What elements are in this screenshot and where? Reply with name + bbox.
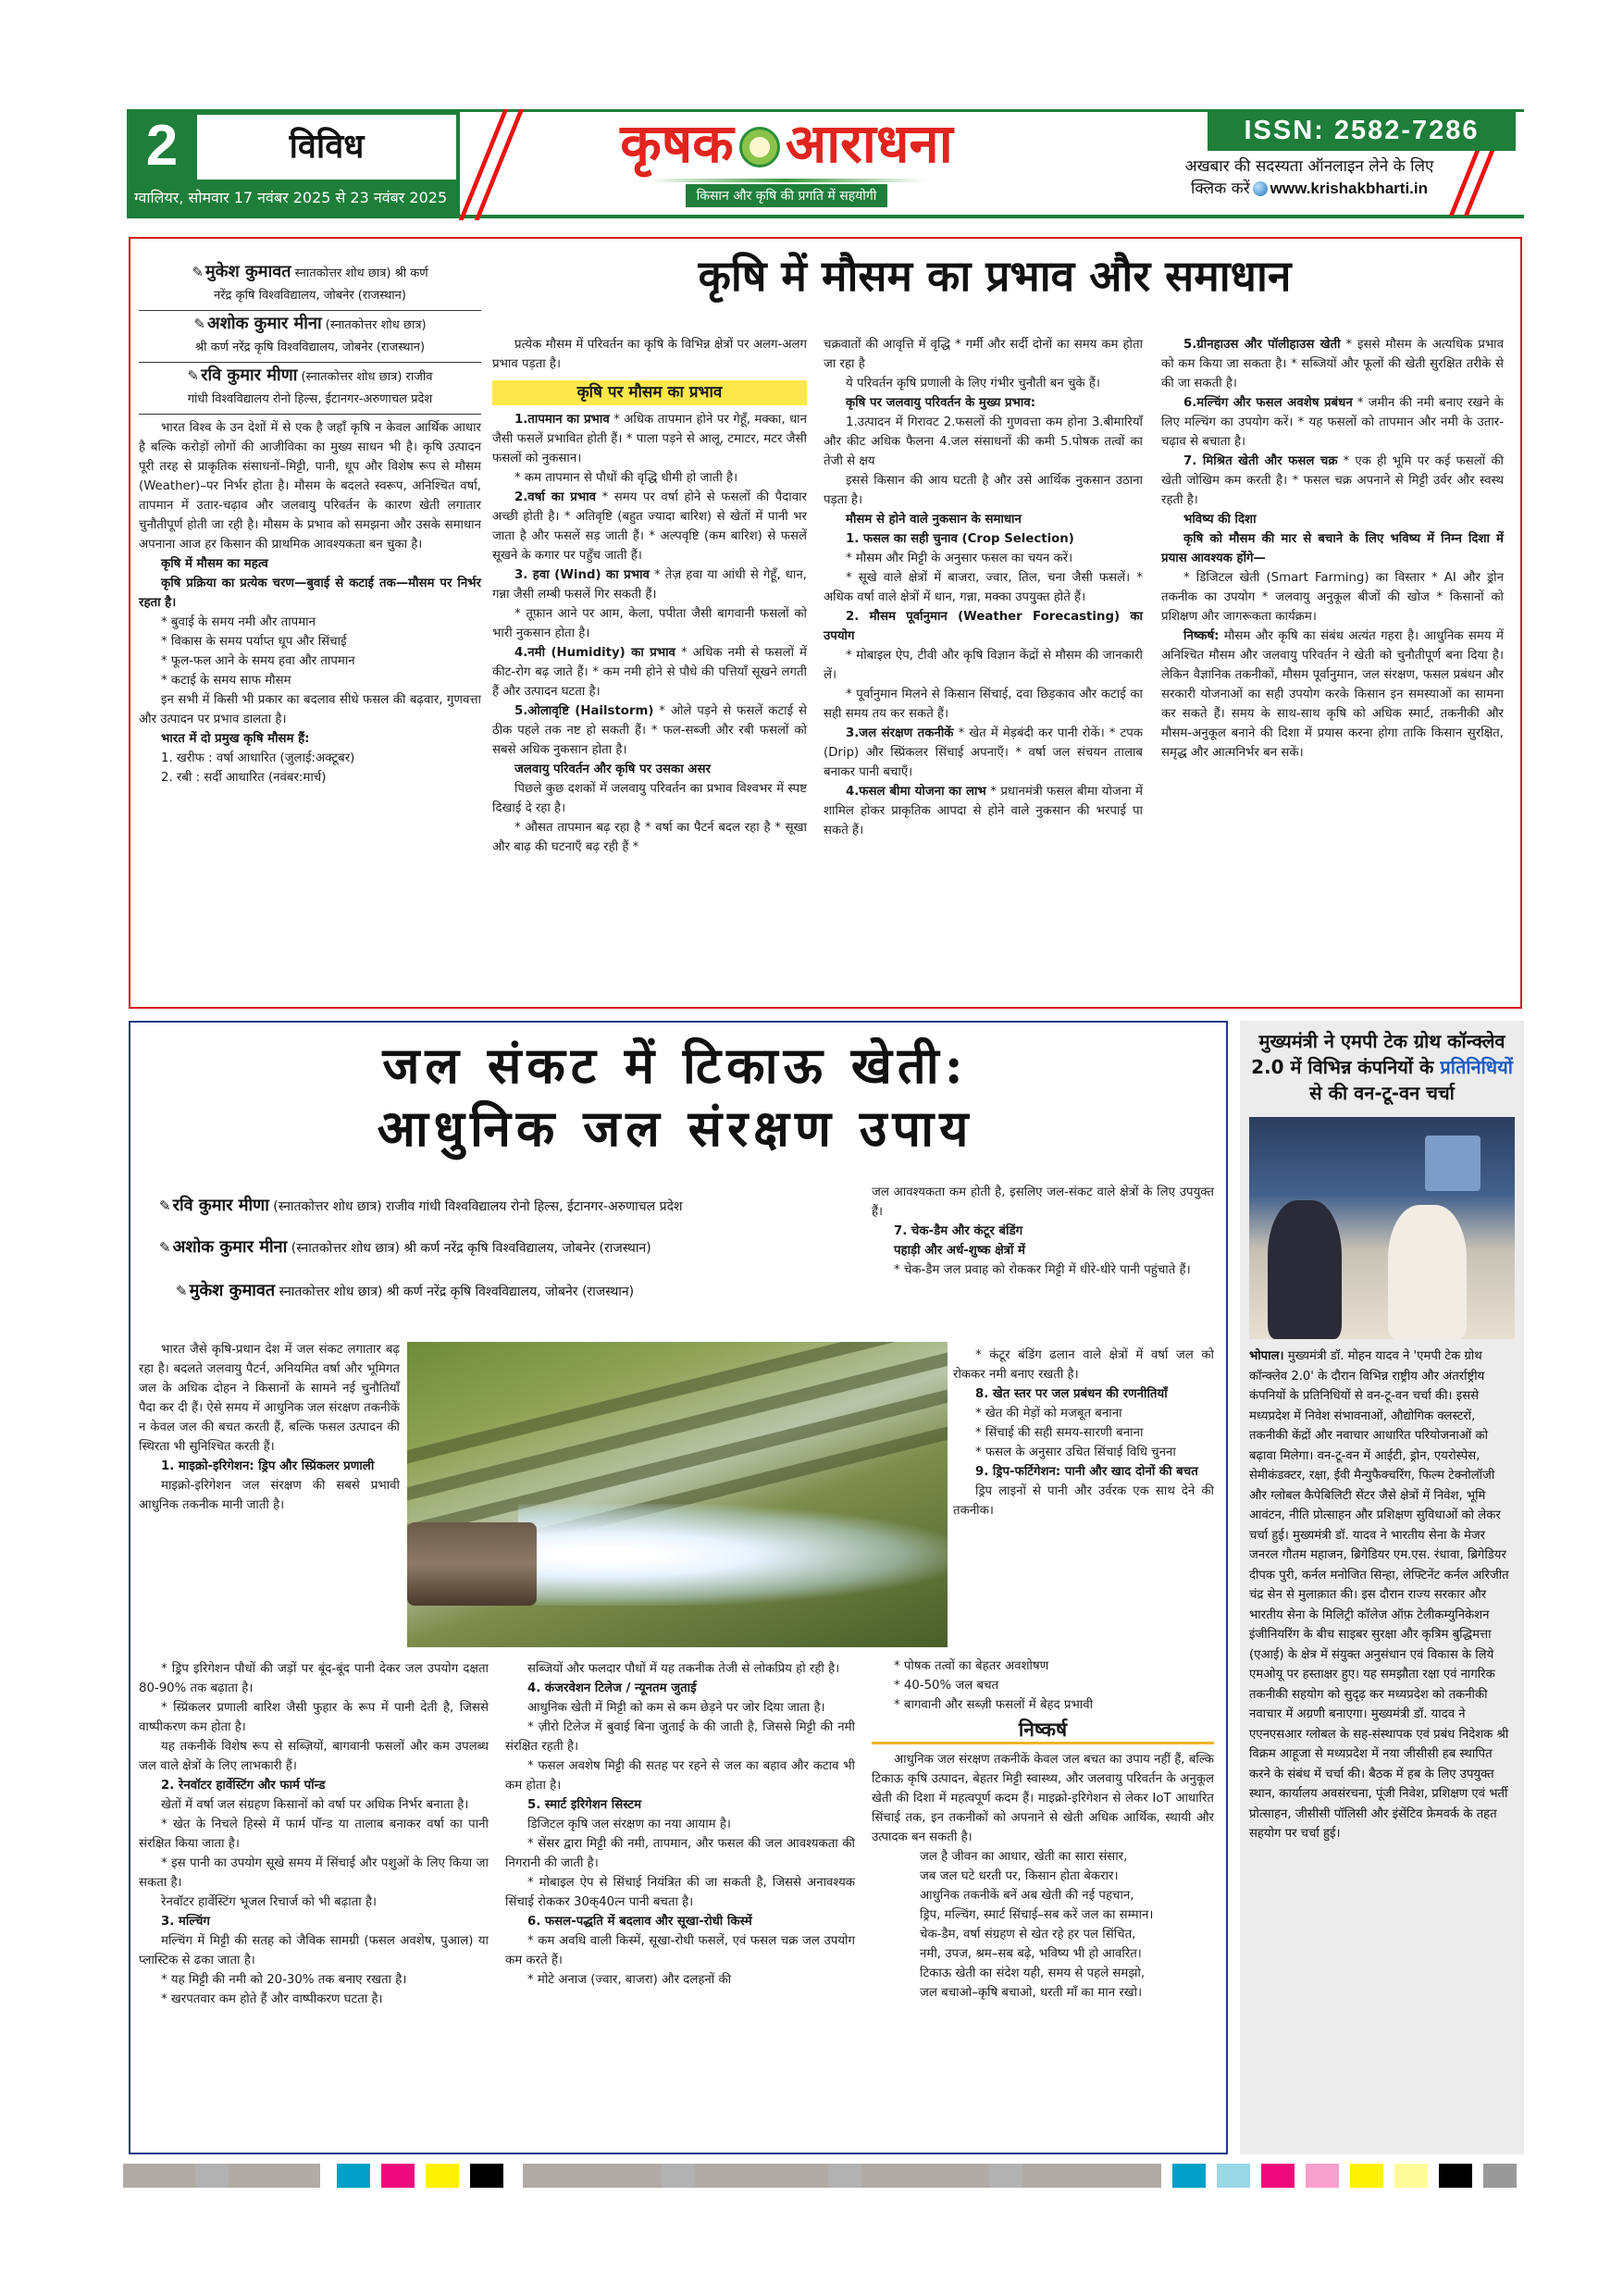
author-name: मुकेश कुमावत	[189, 1281, 276, 1300]
paragraph: इन सभी में किसी भी प्रकार का बदलाव सीधे फसल की बढ़वार, गुणवत्ता और उत्पादन पर प्रभाव डालता है।	[139, 693, 481, 726]
item-text: मौसम और कृषि का संबंध अत्यंत गहरा है। आधुनिक समय में अनिश्चित मौसम और जलवायु परिवर्तन ने खेती को चुनौतीपूर्ण बना दिया है। लेकिन वैज्ञानिक तकनीकों, मौसम पूर्वानुमान, जल संरक्षण, फसल प्रबंधन और सरकारी योजनाओं का सही उपयोग करके किसान इन समस्याओं का सामना कर सकते हैं। समय के साथ-साथ कृषि को अधिक स्मार्ट, तकनीकी और मौसम-अनुकूल बनाने की दिशा में प्रयास करना होगा ताकि किसान सुरक्षित, समृद्ध और आत्मनिर्भर बन सकें।	[1161, 629, 1504, 760]
paragraph: भारत जैसे कृषि-प्रधान देश में जल संकट लगातार बढ़ रहा है। बदलते जलवायु पैटर्न, अनियमित वर्षा और भूमिगत जल के अधिक दोहन ने किसानों के सामने नई चुनौतियाँ पैदा कर दी हैं। ऐसे समय में आधुनिक जल संरक्षण तकनीकें न केवल जल की बचत करती हैं, बल्कि फसल उत्पादन की स्थिरता भी सुनिश्चित करती हैं।	[139, 1343, 400, 1454]
paragraph: आधुनिक जल संरक्षण तकनीकें केवल जल बचत का उपाय नहीं हैं, बल्कि टिकाऊ कृषि उत्पादन, बेहतर मिट्टी स्वास्थ्य, और जलवायु परिवर्तन के अनुकूल खेती की दिशा में महत्वपूर्ण कदम हैं। माइक्रो-इरिगेशन से लेकर IoT आधारित सिंचाई तक, इन तकनीकों को अपनाने से खेती अधिक आर्थिक, स्थायी और उत्पादक बन सकती है।	[872, 1753, 1214, 1844]
bullet: * विकास के समय पर्याप्त धूप और सिंचाई	[161, 635, 347, 649]
headline-text: मुख्यमंत्री ने एमपी टेक ग्रोथ कॉन्क्लेव 2.0 में विभिन्न कंपनियों के	[1251, 1030, 1505, 1078]
poem-line: जब जल घटे धरती पर, किसान होता बेकरार।	[920, 1869, 1119, 1883]
paragraph: * सेंसर द्वारा मिट्टी की नमी, तापमान, और फसल की जल आवश्यकता की निगरानी की जाती है।	[505, 1837, 855, 1870]
subheading: 2. मौसम पूर्वानुमान (Weather Forecasting) का उपयोग	[824, 610, 1143, 643]
item-heading: 3. हवा (Wind) का प्रभाव	[514, 568, 650, 582]
paragraph	[492, 410, 807, 468]
item-heading: 6.मल्चिंग और फसल अवशेष प्रबंधन	[1183, 396, 1353, 410]
news-dateline: भोपाल।	[1249, 1349, 1284, 1363]
color-swatch	[1483, 2164, 1517, 2188]
author-affiliation: (स्नातकोत्तर शोध छात्र) श्री कर्ण नरेंद्र कृषि विश्वविद्यालय, जोबनेर (राजस्थान)	[287, 1241, 651, 1256]
author-affiliation: स्नातकोत्तर शोध छात्र) श्री कर्ण	[291, 267, 428, 280]
date-line: ग्वालियर, सोमवार 17 नवंबर 2025 से 23 नवंबर 2025	[134, 189, 448, 206]
paragraph	[492, 701, 807, 760]
paragraph: * यह मिट्टी की नमी को 20-30% तक बनाए रखता है।	[161, 1973, 407, 1987]
paragraph: खेतों में वर्षा जल संग्रहण किसानों को वर्षा पर अधिक निर्भर बनाता है।	[161, 1798, 469, 1812]
item-text: * इससे मौसम के अत्यधिक प्रभाव को कम किया जा सकता है। * सब्जियों और फूलों की खेती सुरक्षित तरीके से की जा सकती है।	[1161, 338, 1504, 391]
color-swatch	[1350, 2164, 1383, 2188]
season-item: 2. रबी : सर्दी आधारित (नवंबर:मार्च)	[161, 771, 327, 785]
item-text: * जमीन की नमी बनाए रखने के लिए मल्चिंग का उपयोग करें। * यह फसलों को तापमान और नमी के उतार-चढ़ाव से बचाता है।	[1161, 396, 1505, 449]
article1-column-1	[139, 259, 481, 788]
poem-line: टिकाऊ खेती का संदेश यही, समय से पहले समझो,	[920, 1967, 1146, 1980]
article2-column-3-top	[872, 1183, 1214, 1280]
author-affiliation: स्नातकोत्तर शोध छात्र) श्री कर्ण नरेंद्र कृषि विश्वविद्यालय, जोबनेर (राजस्थान)	[275, 1285, 635, 1299]
season-item: 1. खरीफ : वर्षा आधारित (जुलाई:अक्टूबर)	[161, 751, 355, 765]
paragraph: * खेत की मेड़ों को मजबूत बनाना	[975, 1407, 1122, 1421]
article1-column-2	[492, 335, 807, 857]
author-name: मुकेश कुमावत	[204, 262, 291, 281]
color-swatch	[861, 2164, 989, 2188]
bullet: * 40-50% जल बचत	[894, 1679, 999, 1693]
subheading: 2. रेनवॉटर हार्वेस्टिंग और फार्म पॉन्ड	[161, 1779, 326, 1793]
item-heading: 4.फसल बीमा योजना का लाभ	[846, 785, 986, 799]
subheading: 6. फसल-पद्धति में बदलाव और सूखा-रोधी किस्में	[527, 1915, 752, 1929]
paragraph: * फसल अवशेष मिट्टी की सतह पर रहने से जल का बहाव और कटाव भी कम होता है।	[505, 1759, 855, 1793]
color-swatch	[1439, 2164, 1472, 2188]
author-byline	[159, 1235, 899, 1260]
article1-title: कृषि में मौसम का प्रभाव और समाधान	[698, 251, 1292, 301]
subheading: 1. फसल का सही चुनाव (Crop Selection)	[846, 532, 1074, 546]
author-byline	[139, 363, 481, 415]
subheading: पहाड़ी और अर्ध-शुष्क क्षेत्रों में	[894, 1244, 1025, 1258]
paragraph: सब्जियों और फलदार पौधों में यह तकनीक तेजी से लोकप्रिय हो रही है।	[527, 1662, 840, 1676]
paragraph: डिजिटल कृषि जल संरक्षण का नया आयाम है।	[527, 1818, 731, 1831]
paragraph: आधुनिक खेती में मिट्टी को कम से कम छेड़ने पर जोर दिया जाता है।	[527, 1701, 825, 1715]
news-photo	[1249, 1117, 1515, 1339]
author-byline	[139, 259, 481, 311]
logo-word-left: कृषक	[620, 112, 734, 175]
paragraph	[1161, 452, 1504, 510]
color-swatch	[523, 2164, 662, 2188]
item-text: * एक ही भूमि पर कई फसलों की खेती जोखिम कम करती है। * फसल चक्र अपनाने से मिट्टी उर्वर और स्वस्थ रहती है।	[1161, 454, 1504, 507]
logo-emblem-icon	[739, 127, 780, 168]
color-swatch	[123, 2164, 195, 2188]
item-text: * अधिक नमी से फसलों में कीट-रोग बढ़ जाते हैं। * कम नमी होने से पौधे की पत्तियाँ सूखने लगती हैं और उत्पादन घटता है।	[492, 646, 807, 699]
paragraph	[492, 488, 807, 565]
paragraph: रेनवॉटर हार्वेस्टिंग भूजल रिचार्ज को भी बढ़ाता है।	[161, 1895, 378, 1909]
irrigation-photo	[407, 1342, 948, 1647]
leaf-underline-decoration	[648, 179, 925, 182]
bullet: * फूल-फल आने के समय हवा और तापमान	[161, 654, 355, 668]
author-affiliation: (स्नातकोत्तर शोध छात्र) राजीव	[297, 370, 433, 384]
color-swatch	[1022, 2164, 1161, 2188]
paragraph: * खरपतवार कम होते हैं और वाष्पीकरण घटता है।	[161, 1992, 383, 2006]
news-text: मुख्यमंत्री डॉ. मोहन यादव ने 'एमपी टेक ग्रोथ कॉन्क्लेव 2.0' के दौरान विभिन्न राष्ट्रीय और अंतर्राष्ट्रीय कंपनियों के प्रतिनिधियों से वन-टू-वन चर्चा की। इससे मध्यप्रदेश में निवेश संभावनाओं, औद्योगिक क्लस्टरों, तकनीकी केंद्रों और नवाचार आधारित परियोजनाओं को बढ़ावा मिलेगा। वन-टू-वन में आईटी, ड्रोन, एयरोस्पेस, सेमीकंडक्टर, रक्षा, ईवी मैन्युफैक्चरिंग, फिल्म टेक्नोलॉजी और ग्लोबल कैपेबिलिटी सेंटर जैसे क्षेत्रों में निवेश, भूमि आवंटन, नीति प्रोत्साहन और प्रशिक्षण सुविधाओं को लेकर चर्चा हुई। मुख्यमंत्री डॉ. यादव ने भारतीय सेना के मेजर जनरल गौतम महाजन, ब्रिगेडियर एम.एस. रंधावा, ब्रिगेडियर दीपक पुरी, कर्नल मनोजित सिन्हा, लेफ्टिनेंट कर्नल अरिजीत चंद्र सेन से मुलाक़ात की। इस दौरान राज्य सरकार और भारतीय सेना के मिलिट्री कॉलेज ऑफ़ टेलीकम्युनिकेशन इंजीनियरिंग के बीच साइबर सुरक्षा और कृत्रिम बुद्धिमत्ता (एआई) के क्षेत्र में संयुक्त अनुसंधान एवं विकास के लिये एमओयू पर हस्ताक्षर हुए। यह समझौता रक्षा एवं नागरिक तकनीकी सहयोग को सुदृढ़ कर मध्यप्रदेश को तकनीकी नवाचार में अग्रणी बनाएगा। मुख्यमंत्री डॉ. यादव ने एएनएसआर ग्लोबल के सह-संस्थापक एवं प्रबंध निदेशक श्री विक्रम आहूजा से मध्यप्रदेश में नया जीसीसी हब स्थापित करने के संबंध में चर्चा की। बैठक में हब के लिए उपयुक्त स्थान, कार्यालय अवसंरचना, पूंजी निवेश, प्रशिक्षण एवं भर्ती प्रोत्साहन, जीसीसी पॉलिसी और इंसेंटिव फ्रेमवर्क के तहत सहयोग पर चर्चा हुई।	[1249, 1349, 1509, 1841]
article2-title-line2: आधुनिक जल संरक्षण उपाय	[377, 1098, 974, 1158]
paragraph	[1161, 335, 1504, 393]
color-swatch	[229, 2164, 320, 2188]
pen-icon: ✎	[159, 1239, 171, 1256]
section-name: विविध	[197, 115, 456, 180]
paragraph: * फसल के अनुसार उचित सिंचाई विधि चुनना	[975, 1446, 1176, 1459]
item-heading: 2.वर्षा का प्रभाव	[514, 490, 597, 504]
subheading: 8. खेत स्तर पर जल प्रबंधन की रणनीतियाँ	[975, 1387, 1168, 1401]
subheading: 1. माइक्रो-इरिगेशन: ड्रिप और स्प्रिंकलर प्रणाली	[161, 1459, 375, 1473]
subheading: कृषि पर जलवायु परिवर्तन के मुख्य प्रभाव:	[846, 396, 1036, 410]
pen-icon: ✎	[193, 316, 205, 332]
item-text: * समय पर वर्षा होने से फसलों की पैदावार अच्छी होती है। * अतिवृष्टि (बहुत ज्यादा बारिश) से खेतों में पानी भर जाता है और फसलें सड़ जाती हैं। * अल्पवृष्टि (कम बारिश) से फसलें सूखने के कगार पर पहुँच जाती हैं।	[492, 490, 807, 563]
pen-icon: ✎	[176, 1283, 188, 1299]
click-text: क्लिक करें	[1190, 180, 1250, 198]
paragraph: * सूखे वाले क्षेत्रों में बाजरा, ज्वार, तिल, चना जैसी फसलें। * अधिक वर्षा वाले क्षेत्रों में धान, गन्ना, मक्का उपयुक्त होते हैं।	[824, 571, 1143, 604]
author-affiliation: (स्नातकोत्तर शोध छात्र)	[321, 318, 427, 332]
subscribe-link-line[interactable]	[1138, 178, 1481, 200]
paragraph: यह तकनीकें विशेष रूप से सब्ज़ियों, बागवानी फसलों और कम उपलब्ध जल वाले क्षेत्रों के लिए लाभकारी हैं।	[139, 1740, 489, 1773]
subheading: भविष्य की दिशा	[1183, 513, 1257, 527]
item-text: * खेत में मेड़बंदी कर पानी रोकें। * टपक (Drip) और स्प्रिंकलर सिंचाई अपनाएँ। * वर्षा जल संचयन तालाब बनाकर पानी बचाएँ।	[824, 726, 1143, 779]
paragraph: माइक्रो-इरिगेशन जल संरक्षण की सबसे प्रभावी आधुनिक तकनीक मानी जाती है।	[139, 1479, 400, 1512]
news-body	[1240, 1343, 1524, 1848]
issn-number: ISSN: 2582-7286	[1208, 111, 1516, 151]
pen-icon: ✎	[159, 1198, 171, 1214]
paragraph: जल आवश्यकता कम होती है, इसलिए जल-संकट वाले क्षेत्रों के लिए उपयुक्त हैं।	[872, 1185, 1214, 1219]
paragraph: * तूफ़ान आने पर आम, केला, पपीता जैसी बागवानी फसलों को भारी नुकसान होता है।	[492, 607, 807, 640]
item-heading: 5.ग्रीनहाउस और पॉलीहाउस खेती	[1183, 338, 1341, 352]
paragraph: पिछले कुछ दशकों में जलवायु परिवर्तन का प्रभाव विश्वभर में स्पष्ट दिखाई दे रहा है।	[492, 782, 807, 815]
subscribe-text: अखबार की सदस्यता ऑनलाइन लेने के लिए	[1184, 157, 1434, 176]
color-swatch	[1261, 2164, 1295, 2188]
color-swatch	[426, 2164, 459, 2188]
subheading: मौसम से होने वाले नुकसान के समाधान	[846, 513, 1022, 527]
logo-word-right: आराधना	[785, 112, 953, 175]
paragraph: * पूर्वानुमान मिलने से किसान सिंचाई, दवा छिड़काव और कटाई का सही समय तय कर सकते हैं।	[824, 688, 1143, 721]
item-text: * ओले पड़ने से फसलें कटाई से ठीक पहले तक नष्ट हो सकती हैं। * फल-सब्जी और रबी फसलों को सबसे अधिक नुकसान होता है।	[492, 704, 807, 757]
color-swatch	[1306, 2164, 1339, 2188]
paragraph: * ड्रिप इरिगेशन पौधों की जड़ों पर बूंद-बूंद पानी देकर जल उपयोग दक्षता 80-90% तक बढ़ाता है।	[139, 1662, 489, 1695]
color-swatch	[195, 2164, 229, 2188]
item-text: * तेज़ हवा या आंधी से गेहूँ, धान, गन्ना जैसी लम्बी फसलें गिर सकती हैं।	[492, 568, 807, 602]
article2-column-2	[505, 1659, 855, 1990]
author-affiliation: गांधी विश्वविद्यालय रोनो हिल्स, ईटानगर-अरुणाचल प्रदेश	[187, 392, 433, 406]
paragraph: भारत विश्व के उन देशों में से एक है जहाँ कृषि न केवल आर्थिक आधार है बल्कि करोड़ों लोगों की आजीविका का मुख्य साधन भी है। कृषि उत्पादन पूरी तरह से प्राकृतिक संसाधनों–मिट्टी, पानी, धूप और विशेष रूप से मौसम (Weather)–पर निर्भर होता है। मौसम के बदलते स्वरूप, अनिश्चित वर्षा, तापमान में उतार-चढ़ाव और जलवायु परिवर्तन के कारण खेती लगातार चुनौतीपूर्ण होती जा रही है। मौसम के प्रभाव को समझना और उसके समाधान अपनाना आज हर किसान की प्राथमिक आवश्यकता बन चुका है।	[139, 421, 481, 552]
paragraph: * चेक-डैम जल प्रवाह को रोककर मिट्टी में धीरे-धीरे पानी पहुंचाते हैं।	[894, 1263, 1191, 1277]
subheading: 7. चेक-डैम और कंटूर बंडिंग	[894, 1224, 1023, 1238]
author-affiliation: श्री कर्ण नरेंद्र कृषि विश्वविद्यालय, जोबनेर (राजस्थान)	[194, 341, 426, 354]
paragraph	[1161, 393, 1504, 452]
paragraph: * कम तापमान से पौधों की वृद्धि धीमी हो जाती है।	[514, 471, 738, 485]
paragraph: * औसत तापमान बढ़ रहा है * वर्षा का पैटर्न बदल रहा है * सूखा और बाढ़ की घटनाएँ बढ़ रही हैं *	[492, 821, 807, 854]
masthead-bottom-rule	[127, 215, 1524, 218]
headline-highlight: प्रतिनिधियों	[1440, 1056, 1513, 1078]
paragraph: * मोटे अनाज (ज्वार, बाजरा) और दलहनों की	[527, 1973, 732, 1987]
author-name: अशोक कुमार मीना	[206, 314, 322, 333]
color-swatch	[337, 2164, 370, 2188]
bullet: * पोषक तत्वों का बेहतर अवशोषण	[894, 1659, 1049, 1673]
paragraph: * डिजिटल खेती (Smart Farming) का विस्तार * AI और ड्रोन तकनीक का उपयोग * जलवायु अनुकूल बीजों की खोज * किसानों को प्रशिक्षण और जागरूकता कार्यक्रम।	[1161, 571, 1504, 624]
color-swatch	[1217, 2164, 1250, 2188]
paragraph: * इस पानी का उपयोग सूखे समय में सिंचाई और पशुओं के लिए किया जा सकता है।	[139, 1856, 489, 1890]
paragraph: * सिंचाई की सही समय-सारणी बनाना	[975, 1426, 1144, 1440]
article2-column-3	[872, 1657, 1214, 2003]
paragraph: * मोबाइल ऐप, टीवी और कृषि विज्ञान केंद्रों से मौसम की जानकारी लें।	[824, 649, 1143, 682]
item-text: * अधिक तापमान होने पर गेहूँ, मक्का, धान जैसी फसलें प्रभावित होती हैं। * पाला पड़ने से आलू, टमाटर, मटर जैसी फसलों को नुकसान।	[492, 413, 807, 465]
author-byline	[139, 311, 481, 363]
paragraph: * मोबाइल ऐप से सिंचाई नियंत्रित की जा सकती है, जिससे अनावश्यक सिंचाई रोककर 30क्40त्न पानी बचता है।	[505, 1876, 855, 1909]
article2-column-1	[139, 1659, 489, 2009]
item-text: * प्रधानमंत्री फसल बीमा योजना में शामिल होकर प्राकृतिक आपदा से होने वाले नुकसान की भरपाई पा सकते हैं।	[824, 785, 1144, 838]
poem-line: जल है जीवन का आधार, खेती का सारा संसार,	[920, 1850, 1128, 1864]
paragraph: * मौसम और मिट्टी के अनुसार फसल का चयन करें।	[846, 552, 1073, 565]
subheading: जलवायु परिवर्तन और कृषि पर उसका असर	[514, 763, 711, 776]
paragraph: ये परिवर्तन कृषि प्रणाली के लिए गंभीर चुनौती बन चुके हैं।	[846, 377, 1100, 391]
paragraph	[492, 565, 807, 604]
paragraph	[1161, 627, 1504, 763]
bullet: * बुवाई के समय नमी और तापमान	[161, 615, 316, 629]
globe-icon	[1253, 181, 1268, 196]
article1-column-4	[1161, 335, 1504, 763]
bullet: * बागवानी और सब्ज़ी फसलों में बेहद प्रभावी	[894, 1698, 1094, 1712]
item-heading: निष्कर्ष:	[1183, 629, 1220, 643]
item-heading: 5.ओलावृष्टि (Hailstorm)	[514, 704, 654, 718]
author-affiliation: (स्नातकोत्तर शोध छात्र) राजीव गांधी विश्वविद्यालय रोनो हिल्स, ईटानगर-अरुणाचल प्रदेश	[268, 1199, 683, 1214]
subheading: 3. मल्चिंग	[161, 1915, 210, 1929]
article1-column-3	[824, 335, 1143, 840]
color-swatch	[381, 2164, 415, 2188]
page-number: 2	[145, 114, 179, 178]
color-swatch	[828, 2164, 861, 2188]
subheading: 4. कंजरवेशन टिलेज / न्यूनतम जुताई	[527, 1682, 697, 1695]
paragraph: मल्चिंग में मिट्टी की सतह को जैविक सामग्री (फसल अवशेष, पुआल) या प्लास्टिक से ढका जाता है।	[139, 1934, 489, 1967]
paragraph	[824, 782, 1143, 840]
color-swatch	[695, 2164, 828, 2188]
subheading: कृषि प्रक्रिया का प्रत्येक चरण—बुवाई से कटाई तक—मौसम पर निर्भर रहता है।	[139, 577, 481, 610]
paragraph: प्रत्येक मौसम में परिवर्तन का कृषि के विभिन्न क्षेत्रों पर अलग-अलग प्रभाव पड़ता है।	[492, 338, 807, 371]
paragraph: * कंटूर बंडिंग ढलान वाले क्षेत्रों में वर्षा जल को रोककर नमी बनाए रखती है।	[953, 1348, 1214, 1382]
newspaper-logo	[500, 111, 1073, 215]
website-link[interactable]: www.krishakbharti.in	[1270, 180, 1429, 197]
subheading: 9. ड्रिप-फर्टिगेशन: पानी और खाद दोनों की बचत	[975, 1465, 1198, 1479]
logo-tagline: किसान और कृषि की प्रगति में सहयोगी	[686, 184, 888, 207]
article2-column-3-side	[953, 1346, 1214, 1520]
headline-text: से की वन-टू-वन चर्चा	[1309, 1082, 1455, 1104]
paragraph: * खेत के निचले हिस्से में फार्म पॉन्ड या तालाब बनाकर वर्षा का पानी संरक्षित किया जाता है।	[139, 1818, 489, 1851]
author-affiliation: नरेंद्र कृषि विश्वविद्यालय, जोबनेर (राजस्थान)	[214, 289, 406, 303]
paragraph: ड्रिप लाइनों से पानी और उर्वरक एक साथ देने की तकनीक।	[953, 1484, 1214, 1518]
item-heading: 1.तापमान का प्रभाव	[514, 413, 610, 427]
pen-icon: ✎	[187, 367, 200, 384]
paragraph: 1.उत्पादन में गिरावट 2.फसलों की गुणवत्ता कम होना 3.बीमारियाँ और कीट अधिक फैलना 4.जल संसाधनों की कमी 5.पोषक तत्वों का तेजी से क्षय	[824, 416, 1143, 468]
bullet: * कटाई के समय साफ मौसम	[161, 674, 291, 688]
article2-column-1-top	[139, 1340, 400, 1515]
poem-line: आधुनिक तकनीकें बनें अब खेती की नई पहचान,	[920, 1889, 1134, 1903]
poem-line: जल बचाओ–कृषि बचाओ, धरती माँ का मान रखो।	[920, 1986, 1143, 2000]
author-byline	[159, 1194, 899, 1219]
subheading: कृषि में मौसम का महत्व	[161, 557, 268, 571]
color-swatch	[662, 2164, 695, 2188]
poem-line: ड्रिप, मल्चिंग, स्मार्ट सिंचाई–सब करें जल का सम्मान।	[920, 1908, 1154, 1922]
poem-line: चेक-डैम, वर्षा संग्रहण से खेत रहे हर पल सिंचित,	[920, 1928, 1136, 1942]
subheading: कृषि को मौसम की मार से बचाने के लिए भविष्य में निम्न दिशा में प्रयास आवश्यक होंगे—	[1161, 532, 1504, 565]
item-heading: 7. मिश्रित खेती और फसल चक्र	[1183, 454, 1338, 468]
author-name: रवि कुमार मीणा	[201, 366, 298, 385]
item-heading: 4.नमी (Humidity) का प्रभाव	[514, 646, 675, 660]
author-name: अशोक कुमार मीना	[172, 1237, 288, 1257]
article2-title-line1: जल संकट में टिकाऊ खेती:	[382, 1036, 969, 1095]
paragraph: * कम अवधि वाली किस्में, सूखा-रोधी फसलें, एवं फसल चक्र जल उपयोग कम करते हैं।	[505, 1934, 855, 1967]
subheading: 5. स्मार्ट इरिगेशन सिस्टम	[527, 1798, 642, 1812]
paragraph: चक्रवातों की आवृत्ति में वृद्धि * गर्मी और सर्दी दोनों का समय कम होता जा रहा है	[824, 338, 1143, 371]
paragraph	[824, 724, 1143, 782]
author-byline	[176, 1279, 898, 1304]
item-heading: 3.जल संरक्षण तकनीकें	[846, 726, 954, 740]
conclusion-heading: निष्कर्ष	[872, 1719, 1214, 1744]
color-swatch	[989, 2164, 1022, 2188]
color-swatch	[470, 2164, 503, 2188]
subheading: भारत में दो प्रमुख कृषि मौसम हैं:	[161, 732, 310, 746]
pen-icon: ✎	[192, 264, 204, 280]
color-swatch	[1394, 2164, 1428, 2188]
paragraph: इससे किसान की आय घटती है और उसे आर्थिक नुकसान उठाना पड़ता है।	[824, 474, 1143, 507]
paragraph: * ज़ीरो टिलेज में बुवाई बिना जुताई के की जाती है, जिससे मिट्टी की नमी संरक्षित रहती है।	[505, 1720, 855, 1754]
news-headline	[1240, 1021, 1524, 1113]
color-swatch	[1172, 2164, 1206, 2188]
poem-line: नमी, उपज, श्रम–सब बढ़े, भविष्य भी हो आवरित।	[920, 1947, 1142, 1961]
news-sidebar	[1240, 1021, 1524, 2154]
paragraph: * स्प्रिंकलर प्रणाली बारिश जैसी फुहार के रूप में पानी देती है, जिससे वाष्पीकरण कम होता है।	[139, 1701, 489, 1734]
yellow-section-heading: कृषि पर मौसम का प्रभाव	[492, 380, 807, 405]
paragraph	[492, 643, 807, 701]
author-name: रवि कुमार मीणा	[172, 1196, 269, 1215]
